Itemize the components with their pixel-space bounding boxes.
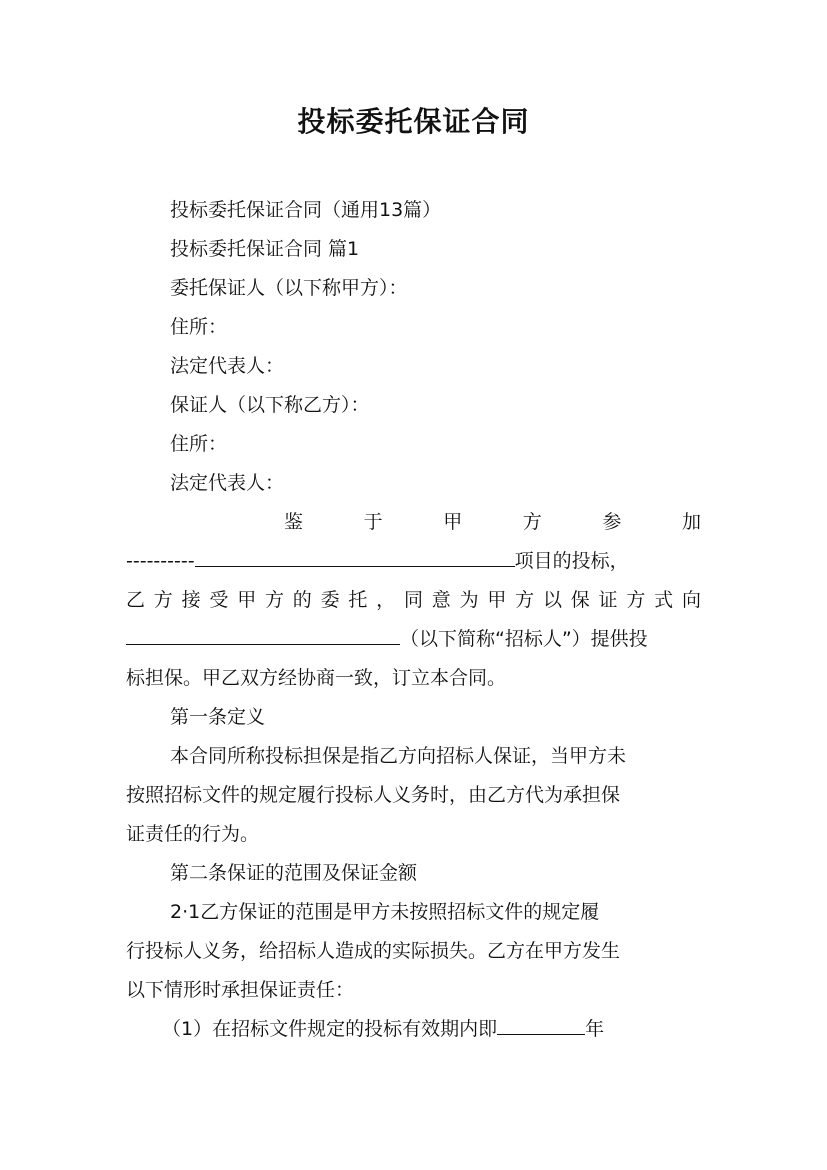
recital-char: 甲 [237, 589, 257, 611]
document-title: 投标委托保证合同 [297, 105, 530, 138]
project-name-blank [195, 542, 515, 567]
date-blank [497, 1010, 585, 1035]
recital-char: 方 [522, 511, 542, 533]
recital-char: ， [376, 589, 396, 611]
recital-char: 于 [363, 511, 383, 533]
recital-line-1 [126, 503, 701, 542]
article-2-title: 第二条保证的范围及保证金额 [170, 862, 418, 884]
party-b-address-line: 住所： [170, 433, 228, 455]
subtitle-line: 投标委托保证合同（通用13篇） [170, 199, 442, 221]
recital-char: 保 [570, 589, 590, 611]
recital-char: 方 [264, 589, 284, 611]
party-a-rep-line: 法定代表人： [170, 355, 285, 377]
recital-char: 方 [515, 589, 535, 611]
recital-char: 接 [181, 589, 201, 611]
recital-char: 证 [598, 589, 618, 611]
recipient-blank [126, 620, 400, 645]
article-2-line-3: 以下情形时承担保证责任： [126, 979, 355, 1001]
recital-line-2-tail: 项目的投标， [514, 550, 629, 572]
article-1-line-1: 本合同所称投标担保是指乙方向招标人保证，当甲方未 [170, 745, 627, 767]
recital-char: 托 [348, 589, 368, 611]
recital-char: 式 [654, 589, 674, 611]
recital-char: 甲 [443, 511, 463, 533]
party-a-line: 委托保证人（以下称甲方）： [170, 277, 408, 299]
article-1-line-2: 按照招标文件的规定履行投标人义务时，由乙方代为承担保 [126, 784, 621, 806]
recital-line-2 [126, 542, 701, 581]
recital-char: 方 [626, 589, 646, 611]
dashed-blank: ---------- [126, 550, 195, 572]
recital-char: 为 [459, 589, 479, 611]
recital-line-4 [126, 620, 701, 659]
recital-char: 以 [542, 589, 562, 611]
recital-line-4-tail: （以下简称“招标人”）提供投 [400, 628, 648, 650]
article-2-line-1: 2·1乙方保证的范围是甲方未按照招标文件的规定履 [170, 901, 600, 923]
recital-char: 意 [431, 589, 451, 611]
article-1-title: 第一条定义 [170, 706, 266, 728]
item-1-suffix: 年 [585, 1018, 605, 1040]
recital-line-3 [126, 581, 701, 620]
recital-char: 加 [681, 511, 701, 533]
party-b-rep-line: 法定代表人： [170, 472, 285, 494]
recital-char: 委 [320, 589, 340, 611]
party-b-line: 保证人（以下称乙方）： [170, 394, 370, 416]
recital-char: 参 [602, 511, 622, 533]
item-1-line [126, 1010, 701, 1049]
recital-char: 乙 [126, 589, 146, 611]
document-body [126, 191, 701, 1049]
recital-char: 向 [681, 589, 701, 611]
recital-char: 甲 [487, 589, 507, 611]
recital-char: 鉴 [284, 511, 304, 533]
recital-line-5: 标担保。甲乙双方经协商一致，订立本合同。 [126, 667, 507, 689]
chapter-heading: 投标委托保证合同 篇1 [170, 238, 360, 260]
recital-char: 受 [209, 589, 229, 611]
recital-char: 同 [403, 589, 423, 611]
article-1-line-3: 证责任的行为。 [126, 823, 260, 845]
party-a-address-line: 住所： [170, 316, 228, 338]
item-1-prefix: （1）在招标文件规定的投标有效期内即 [162, 1018, 498, 1040]
recital-char: 的 [292, 589, 312, 611]
article-2-line-2: 行投标人义务，给招标人造成的实际损失。乙方在甲方发生 [126, 940, 621, 962]
recital-char: 方 [153, 589, 173, 611]
